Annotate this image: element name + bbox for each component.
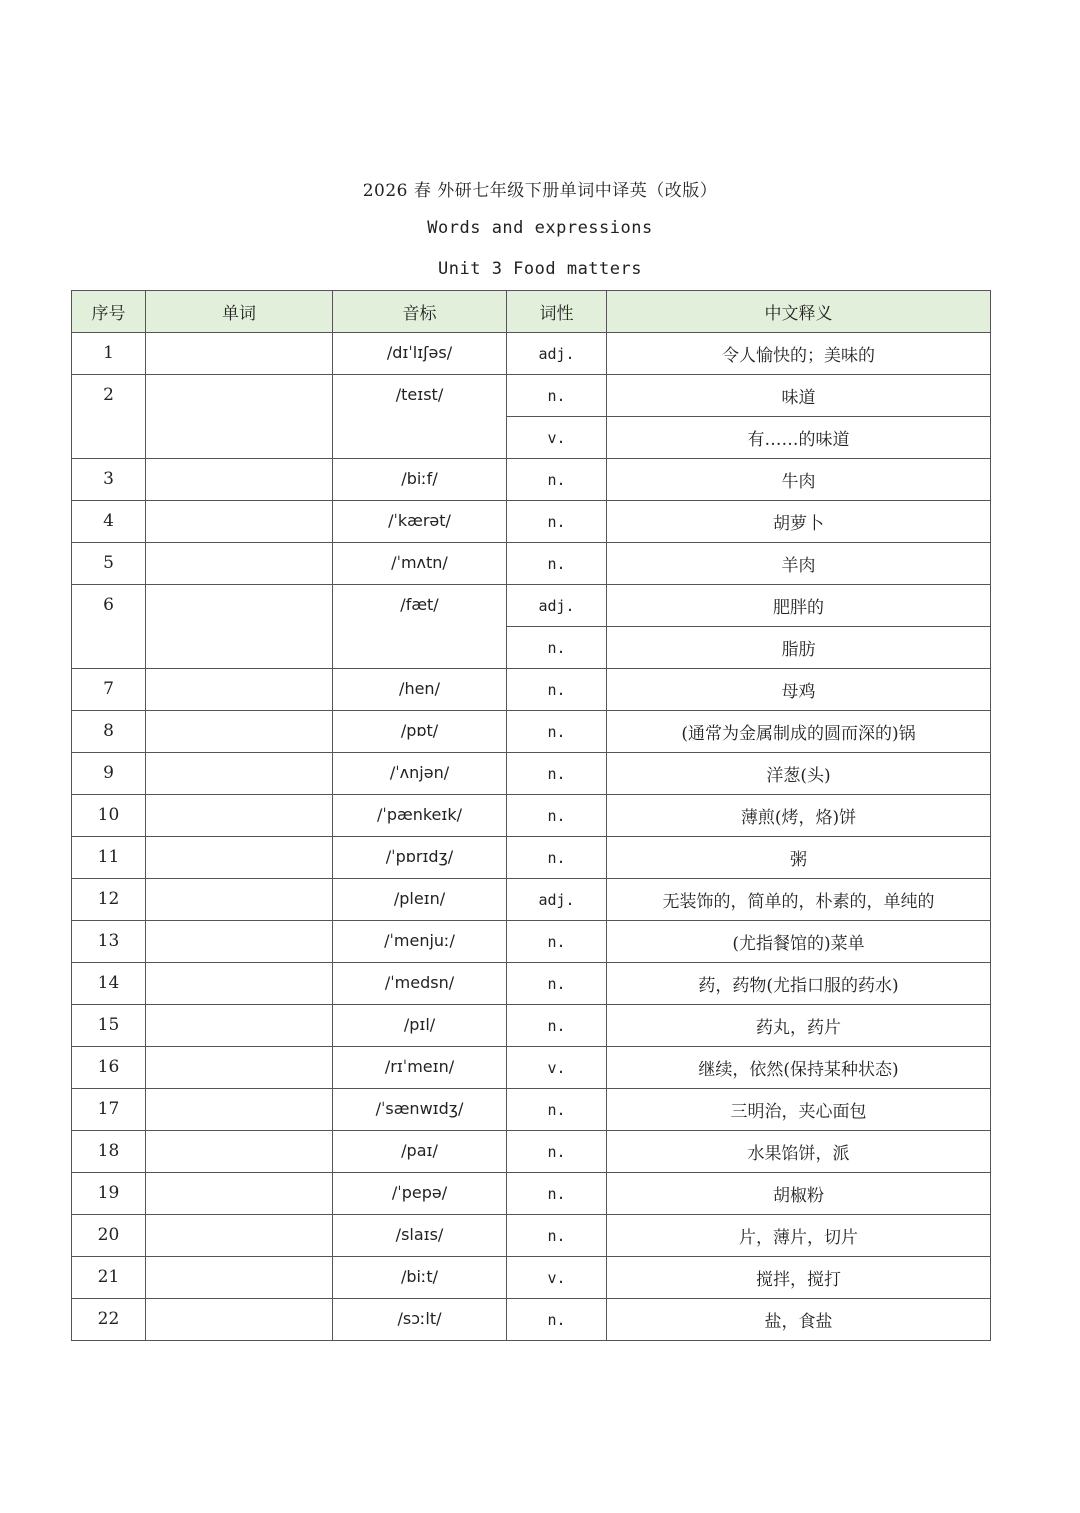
part-of-speech-cell: adj. xyxy=(507,585,607,627)
word-blank-cell[interactable] xyxy=(146,459,333,501)
chinese-meaning-cell: 味道 xyxy=(607,375,991,417)
row-number: 9 xyxy=(72,753,146,795)
phonetic-cell: /pɪl/ xyxy=(333,1005,507,1047)
phonetic-cell: /rɪˈmeɪn/ xyxy=(333,1047,507,1089)
phonetic-cell: /dɪˈlɪʃəs/ xyxy=(333,333,507,375)
header-part-of-speech: 词性 xyxy=(507,291,607,333)
table-row xyxy=(72,879,991,921)
part-of-speech-cell: n. xyxy=(507,375,607,417)
part-of-speech-cell: n. xyxy=(507,795,607,837)
chinese-meaning-cell: 肥胖的 xyxy=(607,585,991,627)
part-of-speech-cell: n. xyxy=(507,753,607,795)
table-row xyxy=(72,963,991,1005)
chinese-meaning-cell: 无装饰的，简单的，朴素的，单纯的 xyxy=(607,879,991,921)
phonetic-cell: /teɪst/ xyxy=(333,375,507,459)
chinese-meaning-cell: 搅拌，搅打 xyxy=(607,1257,991,1299)
row-number: 14 xyxy=(72,963,146,1005)
table-row xyxy=(72,1089,991,1131)
part-of-speech-cell: adj. xyxy=(507,333,607,375)
part-of-speech-cell: n. xyxy=(507,711,607,753)
table-row xyxy=(72,585,991,627)
word-blank-cell[interactable] xyxy=(146,501,333,543)
table-row xyxy=(72,1005,991,1047)
phonetic-cell: /pɒt/ xyxy=(333,711,507,753)
row-number: 8 xyxy=(72,711,146,753)
table-row xyxy=(72,501,991,543)
part-of-speech-cell: adj. xyxy=(507,879,607,921)
chinese-meaning-cell: 母鸡 xyxy=(607,669,991,711)
word-blank-cell[interactable] xyxy=(146,543,333,585)
row-number: 11 xyxy=(72,837,146,879)
row-number: 2 xyxy=(72,375,146,459)
table-row xyxy=(72,669,991,711)
part-of-speech-cell: n. xyxy=(507,1089,607,1131)
part-of-speech-cell: v. xyxy=(507,1047,607,1089)
phonetic-cell: /ˈpɒrɪdʒ/ xyxy=(333,837,507,879)
word-blank-cell[interactable] xyxy=(146,1215,333,1257)
row-number: 22 xyxy=(72,1299,146,1341)
word-blank-cell[interactable] xyxy=(146,837,333,879)
part-of-speech-cell: n. xyxy=(507,1005,607,1047)
word-blank-cell[interactable] xyxy=(146,753,333,795)
header-word: 单词 xyxy=(146,291,333,333)
chinese-meaning-cell: (通常为金属制成的圆而深的)锅 xyxy=(607,711,991,753)
chinese-meaning-cell: 粥 xyxy=(607,837,991,879)
part-of-speech-cell: v. xyxy=(507,1257,607,1299)
word-blank-cell[interactable] xyxy=(146,1257,333,1299)
row-number: 15 xyxy=(72,1005,146,1047)
row-number: 16 xyxy=(72,1047,146,1089)
word-blank-cell[interactable] xyxy=(146,1047,333,1089)
phonetic-cell: /ˈʌnjən/ xyxy=(333,753,507,795)
chinese-meaning-cell: 三明治，夹心面包 xyxy=(607,1089,991,1131)
table-body xyxy=(72,333,991,1341)
phonetic-cell: /ˈmʌtn/ xyxy=(333,543,507,585)
table-row xyxy=(72,1257,991,1299)
chinese-meaning-cell: 薄煎(烤，烙)饼 xyxy=(607,795,991,837)
part-of-speech-cell: n. xyxy=(507,1131,607,1173)
word-blank-cell[interactable] xyxy=(146,711,333,753)
table-header-row xyxy=(72,291,991,333)
chinese-meaning-cell: 药，药物(尤指口服的药水) xyxy=(607,963,991,1005)
row-number: 19 xyxy=(72,1173,146,1215)
row-number: 4 xyxy=(72,501,146,543)
chinese-meaning-cell: 有……的味道 xyxy=(607,417,991,459)
part-of-speech-cell: n. xyxy=(507,1299,607,1341)
phonetic-cell: /ˈsænwɪdʒ/ xyxy=(333,1089,507,1131)
table-row xyxy=(72,795,991,837)
part-of-speech-cell: n. xyxy=(507,543,607,585)
word-blank-cell[interactable] xyxy=(146,375,333,459)
row-number: 3 xyxy=(72,459,146,501)
phonetic-cell: /fæt/ xyxy=(333,585,507,669)
word-blank-cell[interactable] xyxy=(146,795,333,837)
header-phonetic: 音标 xyxy=(333,291,507,333)
row-number: 20 xyxy=(72,1215,146,1257)
document-title: 2026 春 外研七年级下册单词中译英（改版） xyxy=(362,181,718,201)
word-blank-cell[interactable] xyxy=(146,1173,333,1215)
table-row xyxy=(72,459,991,501)
part-of-speech-cell: n. xyxy=(507,963,607,1005)
part-of-speech-cell: n. xyxy=(507,501,607,543)
row-number: 13 xyxy=(72,921,146,963)
phonetic-cell: /slaɪs/ xyxy=(333,1215,507,1257)
phonetic-cell: /ˈmedsn/ xyxy=(333,963,507,1005)
part-of-speech-cell: n. xyxy=(507,627,607,669)
chinese-meaning-cell: 令人愉快的；美味的 xyxy=(607,333,991,375)
row-number: 17 xyxy=(72,1089,146,1131)
phonetic-cell: /pleɪn/ xyxy=(333,879,507,921)
phonetic-cell: /ˈpænkeɪk/ xyxy=(333,795,507,837)
header-number: 序号 xyxy=(72,291,146,333)
part-of-speech-cell: n. xyxy=(507,921,607,963)
unit-heading: Unit 3 Food matters xyxy=(438,259,642,279)
table-row xyxy=(72,837,991,879)
header-chinese-meaning: 中文释义 xyxy=(607,291,991,333)
table-row xyxy=(72,921,991,963)
chinese-meaning-cell: 继续，依然(保持某种状态) xyxy=(607,1047,991,1089)
phonetic-cell: /paɪ/ xyxy=(333,1131,507,1173)
phonetic-cell: /biːf/ xyxy=(333,459,507,501)
part-of-speech-cell: v. xyxy=(507,417,607,459)
part-of-speech-cell: n. xyxy=(507,459,607,501)
word-blank-cell[interactable] xyxy=(146,1299,333,1341)
table-row xyxy=(72,1215,991,1257)
chinese-meaning-cell: 胡椒粉 xyxy=(607,1173,991,1215)
chinese-meaning-cell: (尤指餐馆的)菜单 xyxy=(607,921,991,963)
part-of-speech-cell: n. xyxy=(507,1173,607,1215)
phonetic-cell: /biːt/ xyxy=(333,1257,507,1299)
vocabulary-table xyxy=(71,290,991,1341)
part-of-speech-cell: n. xyxy=(507,1215,607,1257)
table-row xyxy=(72,543,991,585)
table-row xyxy=(72,1299,991,1341)
chinese-meaning-cell: 洋葱(头) xyxy=(607,753,991,795)
phonetic-cell: /sɔːlt/ xyxy=(333,1299,507,1341)
word-blank-cell[interactable] xyxy=(146,1131,333,1173)
phonetic-cell: /hen/ xyxy=(333,669,507,711)
row-number: 10 xyxy=(72,795,146,837)
row-number: 5 xyxy=(72,543,146,585)
chinese-meaning-cell: 牛肉 xyxy=(607,459,991,501)
chinese-meaning-cell: 片，薄片，切片 xyxy=(607,1215,991,1257)
part-of-speech-cell: n. xyxy=(507,837,607,879)
table-row xyxy=(72,711,991,753)
table-row xyxy=(72,375,991,417)
row-number: 6 xyxy=(72,585,146,669)
chinese-meaning-cell: 盐，食盐 xyxy=(607,1299,991,1341)
document-subtitle: Words and expressions xyxy=(427,218,653,238)
table-row xyxy=(72,1131,991,1173)
row-number: 1 xyxy=(72,333,146,375)
part-of-speech-cell: n. xyxy=(507,669,607,711)
row-number: 18 xyxy=(72,1131,146,1173)
phonetic-cell: /ˈpepə/ xyxy=(333,1173,507,1215)
row-number: 12 xyxy=(72,879,146,921)
table-row xyxy=(72,1173,991,1215)
table-row xyxy=(72,753,991,795)
word-blank-cell[interactable] xyxy=(146,879,333,921)
chinese-meaning-cell: 胡萝卜 xyxy=(607,501,991,543)
table-row xyxy=(72,1047,991,1089)
word-blank-cell[interactable] xyxy=(146,1005,333,1047)
word-blank-cell[interactable] xyxy=(146,669,333,711)
word-blank-cell[interactable] xyxy=(146,1089,333,1131)
row-number: 7 xyxy=(72,669,146,711)
word-blank-cell[interactable] xyxy=(146,921,333,963)
row-number: 21 xyxy=(72,1257,146,1299)
word-blank-cell[interactable] xyxy=(146,333,333,375)
table-row xyxy=(72,333,991,375)
chinese-meaning-cell: 羊肉 xyxy=(607,543,991,585)
phonetic-cell: /ˈkærət/ xyxy=(333,501,507,543)
word-blank-cell[interactable] xyxy=(146,585,333,669)
chinese-meaning-cell: 水果馅饼，派 xyxy=(607,1131,991,1173)
phonetic-cell: /ˈmenjuː/ xyxy=(333,921,507,963)
chinese-meaning-cell: 药丸，药片 xyxy=(607,1005,991,1047)
word-blank-cell[interactable] xyxy=(146,963,333,1005)
chinese-meaning-cell: 脂肪 xyxy=(607,627,991,669)
